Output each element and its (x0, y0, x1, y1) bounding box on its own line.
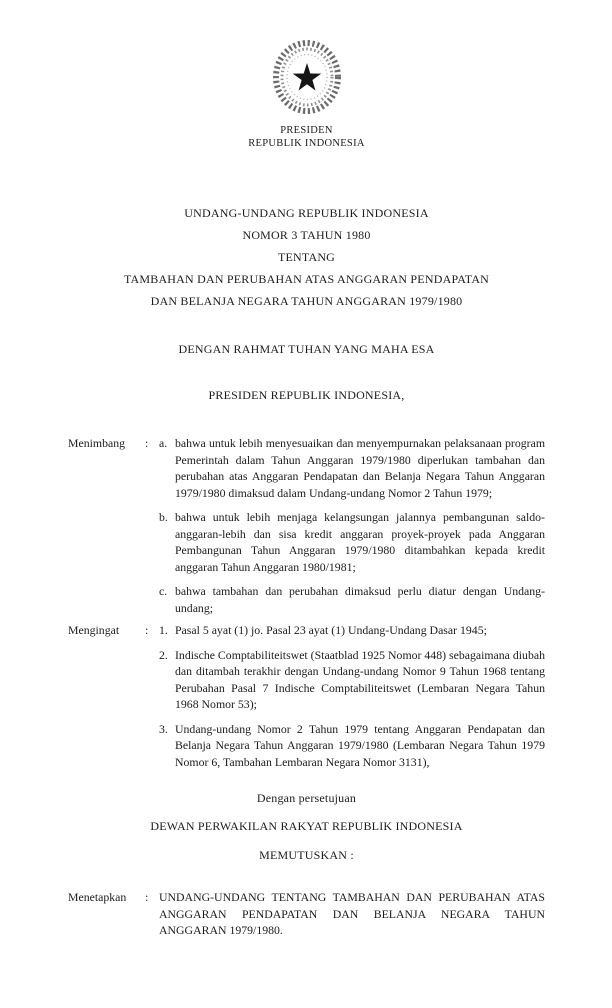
letterhead (68, 36, 545, 150)
menetapkan-colon: : (145, 890, 149, 904)
mengingat-item-1 (159, 622, 545, 639)
menetapkan-text: UNDANG-UNDANG TENTANG TAMBAHAN DAN PERUBAHAN ATAS ANGGARAN PENDAPATAN DAN BELANJA NEGARA TAHUN ANGGARAN 1979/1980. (159, 890, 545, 937)
letterhead-text (68, 124, 545, 150)
mengingat-item-3 (159, 721, 545, 771)
mengingat-items (159, 622, 545, 770)
title-line-5: DAN BELANJA NEGARA TAHUN ANGGARAN 1979/1980 (150, 294, 463, 308)
menimbang-item-a (159, 435, 545, 501)
menetapkan-body (159, 889, 545, 939)
mengingat-colon: : (145, 623, 149, 637)
item-text: bahwa untuk lebih menyesuaikan dan menyempurnakan pelaksanaan program Pemerintah dalam Tahun Anggaran 1979/1980 diperlukan tambahan dan perubahan atas Anggaran Pendapatan dan Belanja Negara Tahun Anggaran 1979/1980 dimaksud dalam Undang-undang Nomor 2 Tahun 1979; (175, 436, 545, 500)
dpr-line: DEWAN PERWAKILAN RAKYAT REPUBLIK INDONESIA (150, 819, 463, 833)
title-line-1: UNDANG-UNDANG REPUBLIK INDONESIA (184, 206, 429, 220)
menimbang-colon: : (145, 436, 149, 450)
document-title (68, 202, 545, 312)
persetujuan-line: Dengan persetujuan (256, 791, 357, 805)
title-line-4: TAMBAHAN DAN PERUBAHAN ATAS ANGGARAN PENDAPATAN (123, 272, 490, 286)
item-text: bahwa tambahan dan perubahan dimaksud perlu diatur dengan Undang-undang; (175, 584, 545, 615)
letterhead-presiden: PRESIDEN (280, 125, 333, 136)
item-marker: 1. (159, 623, 168, 637)
item-marker: b. (159, 510, 168, 524)
item-text: Pasal 5 ayat (1) jo. Pasal 23 ayat (1) Undang-Undang Dasar 1945; (175, 623, 487, 637)
item-marker: c. (159, 584, 168, 598)
item-text: Undang-undang Nomor 2 Tahun 1979 tentang Anggaran Pendapatan dan Belanja Negara Tahun Anggaran 1979/1980 (Lembaran Negara Tahun 1979 Nomor 6, Tambahan Lembaran Negara Nomor 3131), (175, 721, 545, 769)
star-wreath-icon (267, 36, 347, 118)
letterhead-republik-indonesia: REPUBLIK INDONESIA (248, 138, 365, 149)
presidential-emblem (68, 36, 545, 118)
item-text: Indische Comptabiliteitswet (Staatblad 1925 Nomor 448) sebagaimana diubah dan ditambah terakhir dengan Undang-undang Nomor 9 Tahun 1968 tentang Perubahan Pasal 7 Indische Comptabiliteitswet (Lembaran Negara Tahun 1968 Nomor 53); (175, 647, 545, 711)
mengingat-item-2 (159, 647, 545, 713)
presiden-line: PRESIDEN REPUBLIK INDONESIA, (208, 388, 405, 402)
memutuskan-line: MEMUTUSKAN : (259, 848, 354, 862)
title-line-3: TENTANG (277, 250, 336, 264)
menetapkan-label: Menetapkan (68, 890, 127, 904)
rahmat-line: DENGAN RAHMAT TUHAN YANG MAHA ESA (178, 342, 435, 356)
menimbang-items (159, 435, 545, 616)
menetapkan-section (68, 889, 545, 939)
item-marker: a. (159, 436, 168, 450)
menimbang-item-b (159, 509, 545, 575)
mengingat-section (68, 622, 545, 770)
menimbang-section (68, 435, 545, 616)
title-line-2: NOMOR 3 TAHUN 1980 (242, 228, 371, 242)
item-marker: 3. (159, 721, 168, 736)
item-marker: 2. (159, 647, 168, 662)
menimbang-item-c (159, 583, 545, 616)
mengingat-label: Mengingat (68, 623, 120, 637)
menimbang-label: Menimbang (68, 436, 126, 450)
item-text: bahwa untuk lebih menjaga kelangsungan jalannya pembangunan saldo-anggaran-lebih dan sisa kredit anggaran proyek-proyek pada Anggaran Pembangunan Tahun Anggaran 1979/1980 ditambahkan kepada kredit anggaran Tahun Anggaran 1980/1981; (175, 510, 545, 574)
